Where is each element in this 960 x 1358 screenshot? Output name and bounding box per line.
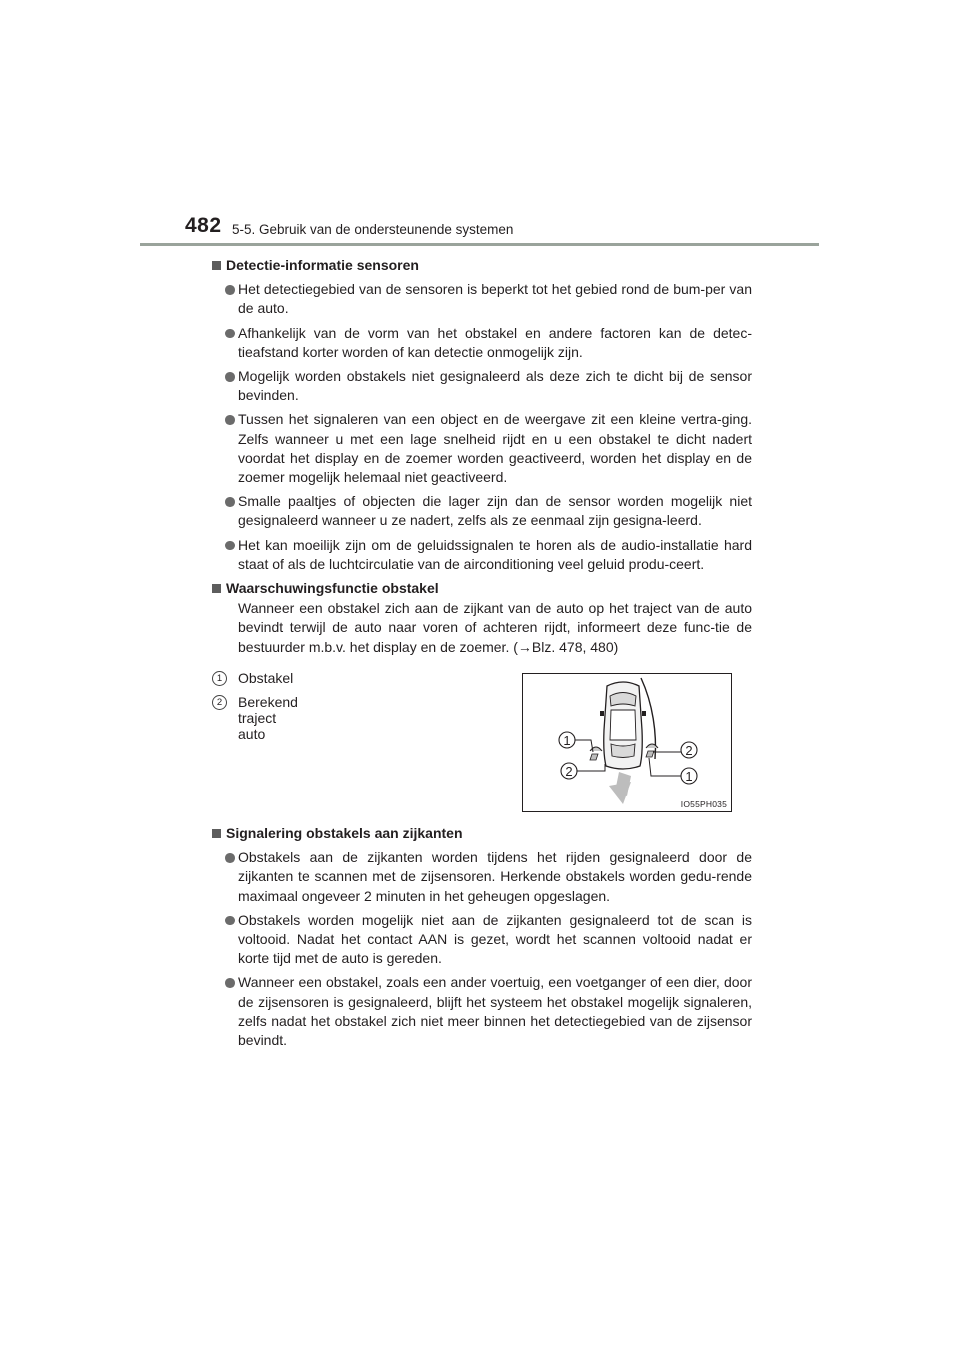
round-bullet-icon: [225, 853, 235, 863]
warning-text: Wanneer een obstakel zich aan de zijkant van de auto op het traject van de auto bevindt terwijl de auto naar voren of achteren rijdt, informeert deze func-tie de bestuurder m.b.v. het display en de zoemer. (: [238, 600, 752, 655]
round-bullet-icon: [225, 415, 235, 425]
list-item-text: Tussen het signaleren van een object en de weergave zit een kleine vertra-ging. Zelfs wanneer u met een lage snelheid rijdt en u een obstakel te dicht nadert voordat het display en de zoemer worden geactiveerd, worden het display en de zoemer mogelijk helemaal niet geactiveerd.: [238, 411, 752, 486]
heading-side-obstacles: [212, 824, 752, 843]
round-bullet-icon: [225, 978, 235, 988]
list-item: [212, 848, 752, 906]
list-item: [212, 410, 752, 487]
list-item: [212, 911, 752, 969]
square-bullet-icon: [212, 261, 221, 270]
list-item-text: Mogelijk worden obstakels niet gesignaleerd als deze zich te dicht bij de sensor bevinden.: [238, 368, 752, 404]
arrow-right-icon: →: [517, 638, 532, 655]
callout-number: 2: [212, 695, 227, 710]
square-bullet-icon: [212, 584, 221, 593]
round-bullet-icon: [225, 285, 235, 295]
heading-text: Waarschuwingsfunctie obstakel: [226, 580, 439, 597]
heading-warning: [212, 579, 752, 598]
list-item: [212, 324, 752, 362]
list-item-text: Wanneer een obstakel, zoals een ander voertuig, een voetganger of een dier, door de zijsensoren is gesignaleerd, blijft het systeem het obstakel mogelijk signaleren, zelfs nadat het obstakel zich niet meer binnen het detectiegebied van de zijsensor bevindt.: [238, 974, 752, 1049]
list-item: [212, 280, 752, 318]
list-item: [212, 367, 752, 405]
page-reference-link[interactable]: Blz. 478, 480): [531, 638, 619, 655]
content-bottom: [212, 822, 752, 1050]
list-item-text: Het detectiegebied van de sensoren is beperkt tot het gebied rond de bum-per van de auto.: [238, 281, 752, 317]
square-bullet-icon: [212, 829, 221, 838]
callout-label: 2: [565, 764, 573, 779]
heading-detection: [212, 256, 752, 275]
heading-text: Signalering obstakels aan zijkanten: [226, 825, 463, 841]
warning-paragraph: [212, 599, 752, 657]
callout-label: 2: [685, 743, 693, 758]
list-item-text: Afhankelijk van de vorm van het obstakel en andere factoren kan de detec-tieafstand korter worden of kan detectie onmogelijk zijn.: [238, 324, 752, 360]
round-bullet-icon: [225, 372, 235, 382]
list-item: [212, 492, 752, 530]
round-bullet-icon: [225, 541, 235, 551]
round-bullet-icon: [225, 329, 235, 339]
list-item-text: Het kan moeilijk zijn om de geluidssignalen te horen als de audio-installatie hard staat of als de luchtcirculatie van de airconditioning veel geluid produ-ceert.: [238, 536, 752, 572]
list-item-text: Smalle paaltjes of objecten die lager zijn dan de sensor worden mogelijk niet gesignaleerd wanneer u ze nadert, zelfs als ze eenmaal zijn gesigna-leerd.: [238, 493, 752, 529]
figure-code: IO55PH035: [680, 799, 727, 809]
legend-label: Obstakel: [238, 670, 294, 686]
list-item-text: Obstakels aan de zijkanten worden tijdens het rijden gesignaleerd door de zijkanten te scannen met de zijsensoren. Herkende obstakels worden gedu-rende maximaal ongeveer 2 minuten in het geheugen opgeslagen.: [238, 849, 752, 904]
callout-number: 1: [212, 671, 227, 686]
list-item-text: Obstakels worden mogelijk niet aan de zijkanten gesignaleerd tot de scan is voltooid. Nadat het contact AAN is gezet, wordt het scannen voltooid nadat er korte tijd met de auto is gereden.: [238, 911, 752, 967]
page-number: 482: [185, 214, 222, 237]
round-bullet-icon: [225, 916, 235, 926]
round-bullet-icon: [225, 497, 235, 507]
car-top-view-illustration: [523, 674, 731, 811]
legend-label: Berekend traject auto: [238, 694, 298, 742]
heading-text: Detectie-informatie sensoren: [226, 257, 419, 273]
side-obstacle-diagram: [522, 673, 732, 812]
list-item: [212, 536, 752, 574]
callout-label: 1: [563, 733, 571, 748]
list-item: [212, 973, 752, 1050]
header-rule: [140, 243, 819, 246]
section-title: 5-5. Gebruik van de ondersteunende systemen: [232, 222, 514, 237]
content-top: [212, 254, 752, 657]
callout-label: 1: [685, 769, 693, 784]
